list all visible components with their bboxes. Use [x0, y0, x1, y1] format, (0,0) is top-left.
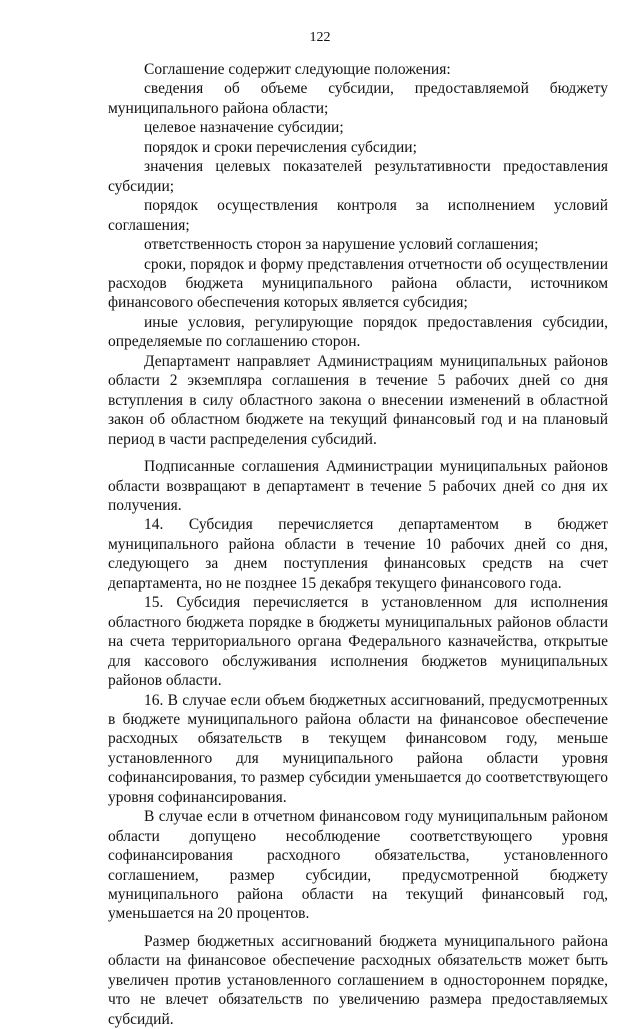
paragraph-responsibility: ответственность сторон за нарушение условий соглашения; [144, 236, 539, 254]
paragraph-budget-increase: Размер бюджетных ассигнований бюджета муниципального района области на финансовое обеспечение расходных обязательств может быть увеличен против установленного соглашением в одностороннем порядке, что не влечет обязательств по увеличению размера предоставляемых субсидий. [108, 932, 608, 1028]
paragraph-department-sends: Департамент направляет Администрациям муниципальных районов области 2 экземпляра соглашения в течение 5 рабочих дней со дня вступления в силу областного закона о внесении изменений в областной закон об областном бюджете на текущий финансовый год и на плановый период в части распределения субсидий. [108, 352, 608, 448]
paragraph-subsidy-volume: сведения об объеме субсидии, предоставляемой бюджету муниципального района области; [108, 80, 608, 117]
paragraph-purpose: целевое назначение субсидии; [144, 119, 344, 137]
paragraph-transfer-terms: порядок и сроки перечисления субсидии; [144, 138, 417, 156]
page-number: 122 [309, 30, 331, 45]
paragraph-other-conditions: иные условия, регулирующие порядок предоставления субсидии, определяемые по соглашению сторон. [108, 313, 608, 351]
document-body [108, 60, 608, 1029]
paragraph-reporting: сроки, порядок и форму представления отчетности об осуществлении расходов бюджета муниципального района области, источником финансового обеспечения которых является субсидия; [108, 255, 608, 312]
paragraph-15: 15. Субсидия перечисляется в установленном для исполнения областного бюджета порядке в бюджеты муниципальных районов области на счета территориального органа Федерального казначейства, открытые для кассового обслуживания исполнения бюджетов муниципальных районов области. [108, 594, 608, 690]
paragraph-intro: Соглашение содержит следующие положения: [144, 61, 451, 78]
paragraph-14: 14. Субсидия перечисляется департаментом в бюджет муниципального района области в течение 10 рабочих дней со дня, следующего за днем поступления финансовых средств на счет департамента, но не позднее 15 декабря текущего финансового года. [108, 516, 608, 592]
paragraph-signed-agreements: Подписанные соглашения Администрации муниципальных районов области возвращают в департамент в течение 5 рабочих дней со дня их получения. [108, 458, 608, 514]
paragraph-reduction: В случае если в отчетном финансовом году муниципальным районом области допущено несоблюдение соответствующего уровня софинансирования расходного обязательства, установленного соглашением, размер субсидии, предусмотренной бюджету муниципального района области на текущий финансовый год, уменьшается на 20 процентов. [108, 808, 608, 923]
paragraph-control: порядок осуществления контроля за исполнением условий соглашения; [108, 197, 608, 234]
paragraph-target-indicators: значения целевых показателей результативности предоставления субсидии; [108, 158, 608, 195]
paragraph-16: 16. В случае если объем бюджетных ассигнований, предусмотренных в бюджете муниципального района области на финансовое обеспечение расходных обязательств в текущем финансовом году, меньше установленного для муниципального района области уровня софинансирования, то размер субсидии уменьшается до соответствующего уровня софинансирования. [108, 691, 608, 806]
